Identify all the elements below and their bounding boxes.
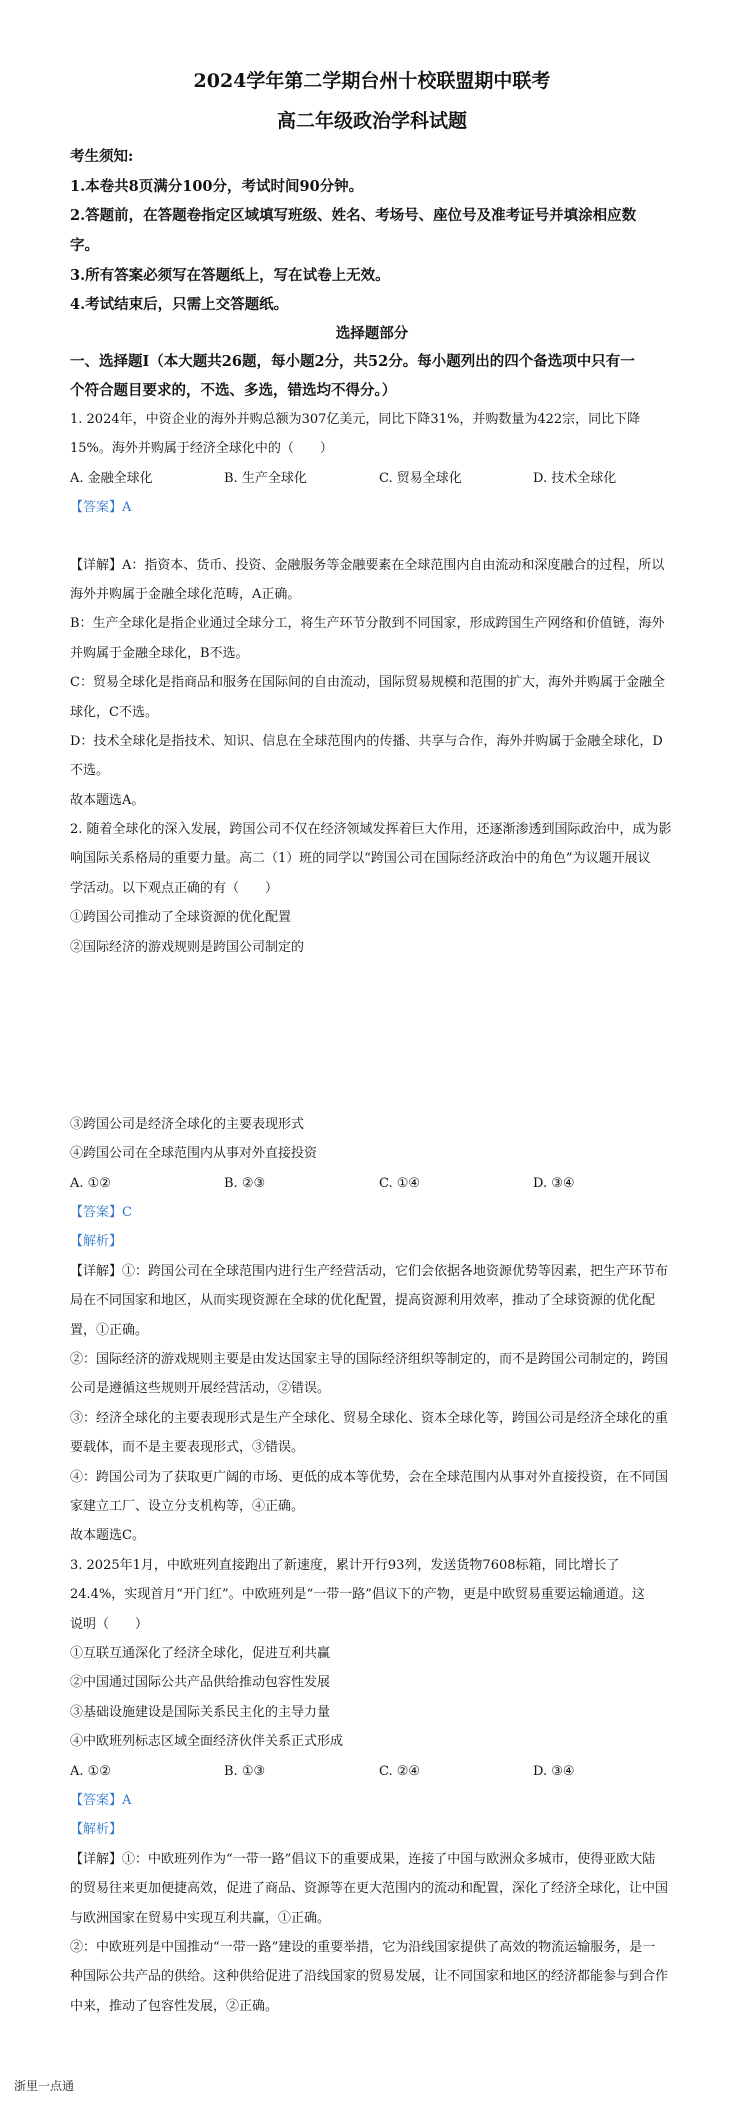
exam-subtitle: 高二年级政治学科试题	[276, 110, 467, 132]
q3-option-c: C. ②④	[379, 1764, 421, 1779]
q1-option-c: C. 贸易全球化	[379, 471, 462, 486]
q2-analysis-tag: 【解析】	[70, 1234, 123, 1249]
q1-detail: 球化，C不选。	[70, 705, 158, 720]
notice-item: 3.所有答案必须写在答题纸上，写在试卷上无效。	[70, 267, 390, 284]
q2-stem: 响国际关系格局的重要力量。高二（1）班的同学以“跨国公司在国际经济政治中的角色”为议题开展议	[70, 851, 651, 866]
q2-detail: 【详解】①：跨国公司在全球范围内进行生产经营活动，它们会依据各地资源优势等因素，把生产环节布	[70, 1264, 669, 1279]
q3-detail: 中来，推动了包容性发展，②正确。	[70, 1999, 279, 2014]
q1-option-a: A. 金融全球化	[70, 471, 153, 486]
notice-item: 4.考试结束后，只需上交答题纸。	[70, 296, 289, 313]
q2-option-d: D. ③④	[533, 1176, 575, 1191]
q3-detail: 的贸易往来更加便捷高效，促进了商品、资源等在更大范围内的流动和配置，深化了经济全球化，让中国	[70, 1881, 669, 1896]
q1-detail: 海外并购属于金融全球化范畴，A正确。	[70, 587, 301, 602]
notice-item: 1.本卷共8页满分100分，考试时间90分钟。	[70, 178, 364, 195]
q2-option-b: B. ②③	[224, 1176, 266, 1191]
q2-detail: 故本题选C。	[70, 1528, 145, 1543]
q3-statement: ①互联互通深化了经济全球化，促进互利共赢	[70, 1646, 331, 1661]
q3-stem: 24.4%，实现首月“开门红”。中欧班列是“一带一路”倡议下的产物，更是中欧贸易重要运输通道。这	[70, 1587, 645, 1602]
q1-detail: 并购属于金融全球化，B不选。	[70, 646, 249, 661]
q2-detail: 公司是遵循这些规则开展经营活动，②错误。	[70, 1381, 331, 1396]
q1-detail: 故本题选A。	[70, 793, 145, 808]
q3-option-d: D. ③④	[533, 1764, 575, 1779]
q1-detail: 【详解】A：指资本、货币、投资、金融服务等金融要素在全球范围内自由流动和深度融合的过程，所以	[70, 558, 665, 573]
q3-detail: 种国际公共产品的供给。这种供给促进了沿线国家的贸易发展，让不同国家和地区的经济都能参与到合作	[70, 1969, 669, 1984]
q1-detail: B：生产全球化是指企业通过全球分工，将生产环节分散到不同国家，形成跨国生产网络和价值链，海外	[70, 616, 665, 631]
q3-statement: ③基础设施建设是国际关系民主化的主导力量	[70, 1705, 331, 1720]
q3-stem: 3. 2025年1月，中欧班列直接跑出了新速度，累计开行93列，发送货物7608标箱，同比增长了	[70, 1558, 620, 1573]
q1-detail: D：技术全球化是指技术、知识、信息在全球范围内的传播、共享与合作，海外并购属于金融全球化，D	[70, 734, 663, 749]
notice-item: 字。	[70, 237, 99, 254]
q2-detail: ③：经济全球化的主要表现形式是生产全球化、贸易全球化、资本全球化等，跨国公司是经济全球化的重	[70, 1411, 669, 1426]
q2-detail: 要载体，而不是主要表现形式，③错误。	[70, 1440, 305, 1455]
notice-heading: 考生须知:	[70, 148, 134, 165]
exam-title: 2024学年第二学期台州十校联盟期中联考	[193, 70, 551, 92]
part-heading: 个符合题目要求的，不选、多选，错选均不得分。）	[70, 382, 397, 399]
q2-detail: ④：跨国公司为了获取更广阔的市场、更低的成本等优势，会在全球范围内从事对外直接投资，在不同国	[70, 1470, 669, 1485]
q2-detail: ②：国际经济的游戏规则主要是由发达国家主导的国际经济组织等制定的，而不是跨国公司制定的，跨国	[70, 1352, 669, 1367]
q3-option-b: B. ①③	[224, 1764, 266, 1779]
q3-statement: ④中欧班列标志区域全面经济伙伴关系正式形成	[70, 1734, 344, 1749]
q1-stem: 1. 2024年，中资企业的海外并购总额为307亿美元，同比下降31%，并购数量为422宗，同比下降	[70, 412, 641, 427]
q2-stem: 2. 随着全球化的深入发展，跨国公司不仅在经济领域发挥着巨大作用，还逐渐渗透到国际政治中，成为影	[70, 822, 672, 837]
part-heading: 一、选择题Ⅰ（本大题共26题，每小题2分，共52分。每小题列出的四个备选项中只有一	[70, 353, 635, 370]
q2-detail: 置，①正确。	[70, 1323, 149, 1338]
q1-answer: 【答案】A	[70, 500, 132, 515]
q2-statement: ①跨国公司推动了全球资源的优化配置	[70, 910, 292, 925]
q1-detail: 不选。	[70, 763, 110, 778]
q2-statement: ④跨国公司在全球范围内从事对外直接投资	[70, 1146, 318, 1161]
q3-option-a: A. ①②	[70, 1764, 111, 1779]
q1-option-d: D. 技术全球化	[533, 471, 617, 486]
q3-stem: 说明（ ）	[70, 1617, 149, 1632]
q3-statement: ②中国通过国际公共产品供给推动包容性发展	[70, 1675, 331, 1690]
q2-detail: 局在不同国家和地区，从而实现资源在全球的优化配置，提高资源利用效率，推动了全球资源的优化配	[70, 1293, 656, 1308]
q3-answer: 【答案】A	[70, 1793, 132, 1808]
notice-item: 2.答题前，在答题卷指定区域填写班级、姓名、考场号、座位号及准考证号并填涂相应数	[70, 207, 637, 224]
q2-statement: ②国际经济的游戏规则是跨国公司制定的	[70, 940, 305, 955]
q3-detail: ②：中欧班列是中国推动“一带一路”建设的重要举措，它为沿线国家提供了高效的物流运输服务，是一	[70, 1940, 656, 1955]
footer-watermark: 浙里一点通	[14, 2079, 75, 2093]
q2-detail: 家建立工厂、设立分支机构等，④正确。	[70, 1499, 305, 1514]
q1-detail: C：贸易全球化是指商品和服务在国际间的自由流动，国际贸易规模和范围的扩大，海外并购属于金融全	[70, 675, 665, 690]
q3-analysis-tag: 【解析】	[70, 1822, 123, 1837]
q1-stem: 15%。海外并购属于经济全球化中的（ ）	[70, 441, 333, 456]
q2-option-c: C. ①④	[379, 1176, 421, 1191]
q3-detail: 与欧洲国家在贸易中实现互利共赢，①正确。	[70, 1911, 331, 1926]
q1-option-b: B. 生产全球化	[224, 471, 307, 486]
q2-statement: ③跨国公司是经济全球化的主要表现形式	[70, 1117, 305, 1132]
q3-detail: 【详解】①：中欧班列作为“一带一路”倡议下的重要成果，连接了中国与欧洲众多城市，使得亚欧大陆	[70, 1852, 656, 1867]
q2-option-a: A. ①②	[70, 1176, 111, 1191]
q2-answer: 【答案】C	[70, 1205, 132, 1220]
section-title: 选择题部分	[335, 325, 409, 342]
q2-stem: 学活动。以下观点正确的有（ ）	[70, 881, 279, 896]
